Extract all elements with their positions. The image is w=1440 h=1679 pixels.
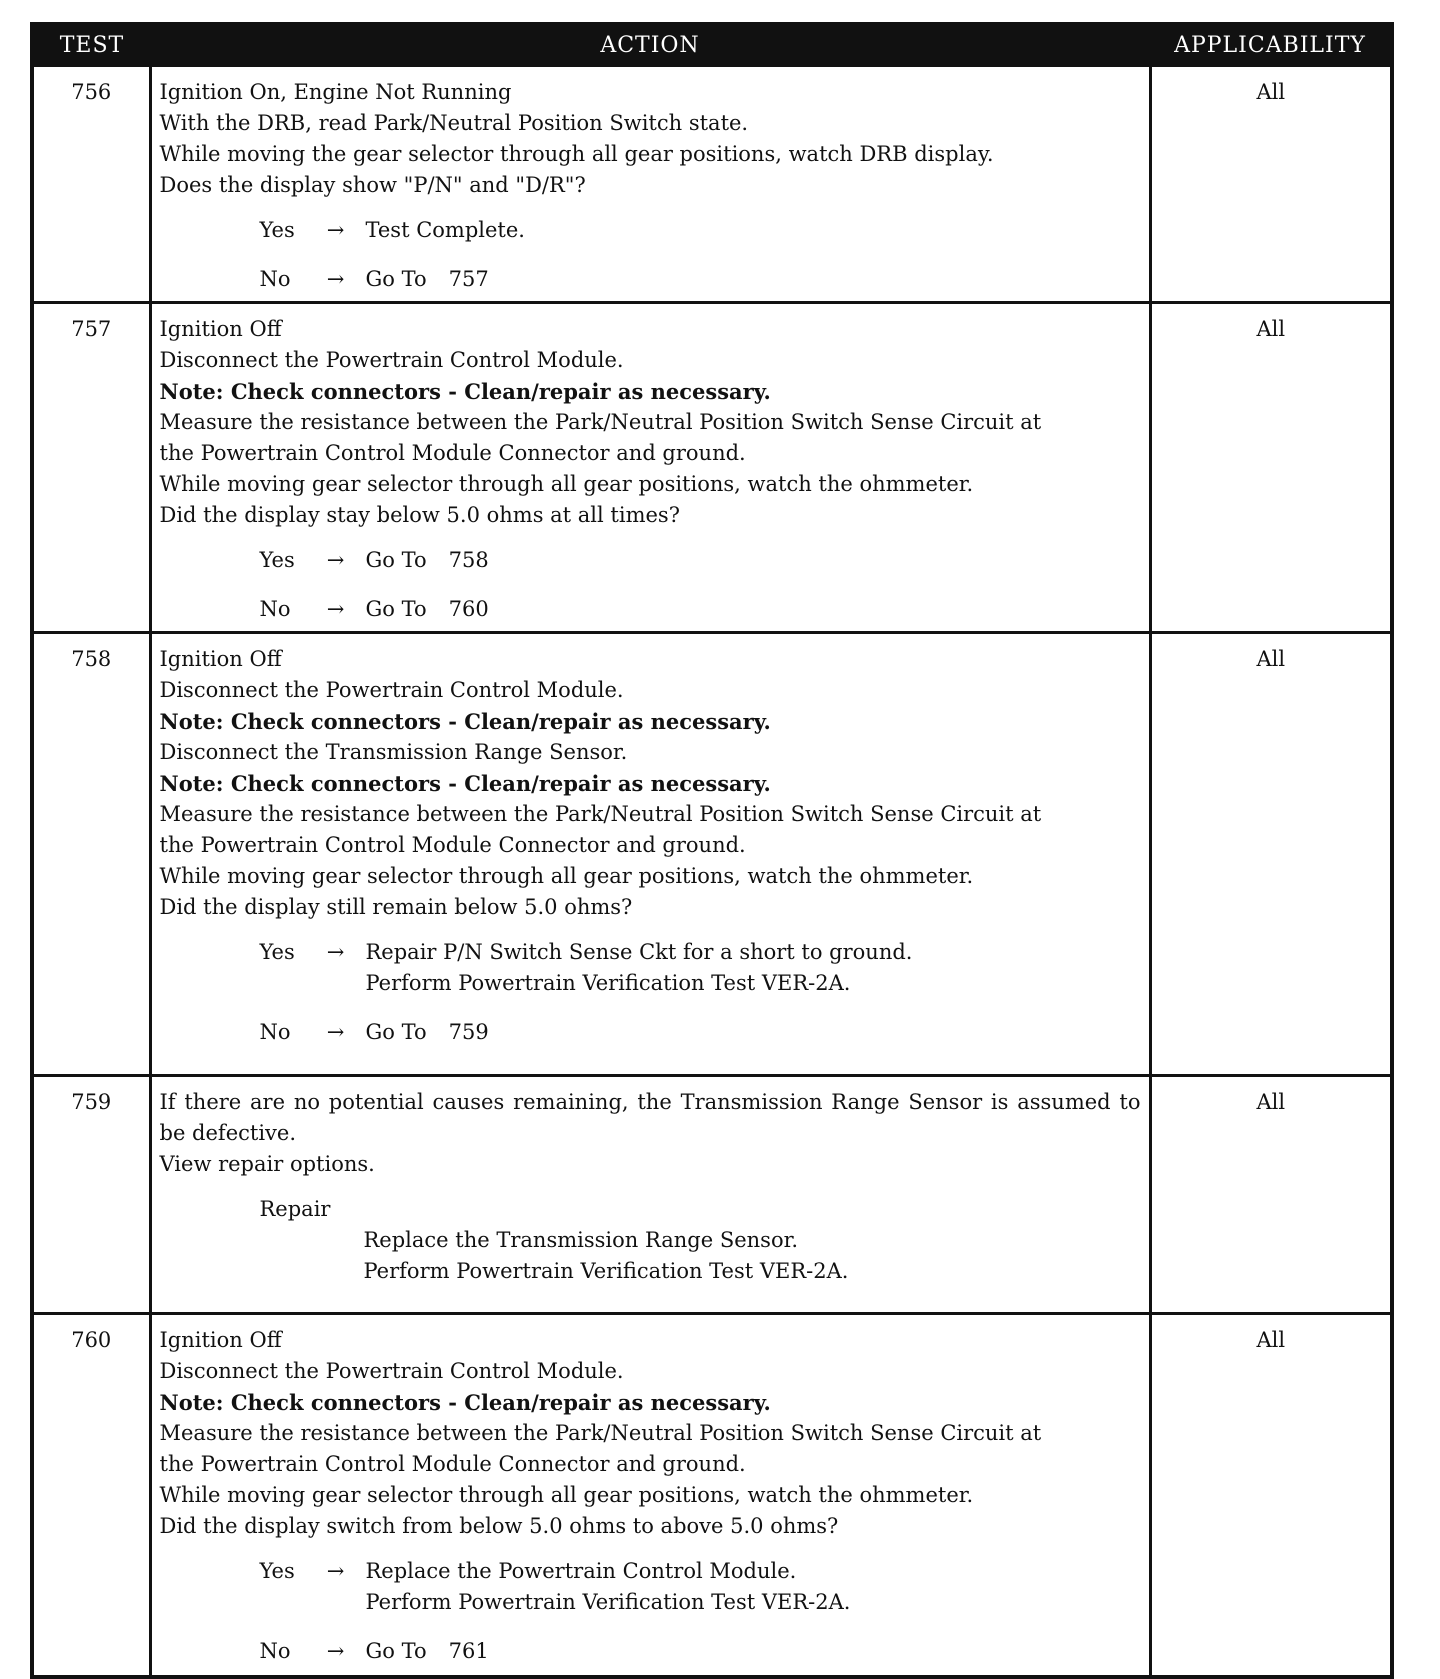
action-line: Disconnect the Powertrain Control Module.	[159, 348, 624, 372]
no-result	[366, 1636, 489, 1667]
test-number: 757	[32, 303, 150, 633]
yes-label: Yes	[259, 218, 295, 242]
action-line: While moving gear selector through all gear positions, watch the ohmmeter.	[159, 1483, 974, 1507]
arrow-right-icon: →	[326, 267, 345, 291]
yes-result	[366, 1556, 851, 1618]
yes-result	[366, 937, 913, 999]
note-line: Note: Check connectors - Clean/repair as necessary.	[159, 1390, 771, 1415]
note-line: Note: Check connectors - Clean/repair as necessary.	[159, 771, 771, 796]
repair-step: Replace the Transmission Range Sensor.	[363, 1228, 799, 1252]
yes-result-line: Repair P/N Switch Sense Ckt for a short to ground.	[365, 940, 913, 964]
action-cell	[150, 303, 1150, 633]
action-line: the Powertrain Control Module Connector and ground.	[159, 833, 746, 857]
goto-test-number: 757	[448, 267, 489, 291]
answer-block	[160, 1556, 1141, 1667]
arrow-right-icon: →	[326, 597, 345, 621]
action-line: the Powertrain Control Module Connector and ground.	[159, 441, 746, 465]
no-result	[366, 594, 489, 625]
action-line: Does the display show "P/N" and "D/R"?	[159, 173, 586, 197]
yes-answer	[260, 215, 1141, 246]
goto-test-number: 760	[448, 597, 489, 621]
yes-label: Yes	[259, 1559, 295, 1583]
yes-result-line: Perform Powertrain Verification Test VER-2A.	[365, 971, 851, 995]
no-answer	[260, 264, 1141, 295]
yes-result-line: Perform Powertrain Verification Test VER-2A.	[365, 1590, 851, 1614]
action-line: While moving the gear selector through all gear positions, watch DRB display.	[159, 142, 994, 166]
repair-block	[160, 1194, 1141, 1287]
goto-label: Go To	[365, 548, 427, 572]
answer-block	[160, 545, 1141, 625]
test-table	[30, 22, 1394, 1679]
goto-label: Go To	[365, 1020, 427, 1044]
action-line: Ignition Off	[159, 647, 282, 671]
arrow-right-icon: →	[326, 1559, 345, 1583]
action-line: With the DRB, read Park/Neutral Position Switch state.	[159, 111, 749, 135]
action-line: Did the display still remain below 5.0 ohms?	[159, 895, 633, 919]
arrow-right-icon: →	[326, 548, 345, 572]
table-row	[32, 303, 1392, 633]
goto-test-number: 761	[448, 1639, 489, 1663]
yes-label: Yes	[259, 940, 295, 964]
repair-label: Repair	[259, 1197, 331, 1221]
action-line: Disconnect the Powertrain Control Module.	[159, 678, 624, 702]
arrow-right-icon: →	[326, 1639, 345, 1663]
test-number: 759	[32, 1076, 150, 1314]
no-result	[366, 264, 489, 295]
answer-block	[160, 937, 1141, 1048]
action-cell	[150, 1076, 1150, 1314]
applicability-value: All	[1150, 66, 1392, 303]
applicability-value: All	[1150, 633, 1392, 1076]
no-label: No	[259, 267, 291, 291]
action-line: Ignition Off	[159, 317, 282, 341]
yes-result-line: Replace the Powertrain Control Module.	[365, 1559, 797, 1583]
no-answer	[260, 594, 1141, 625]
yes-answer	[260, 1556, 1141, 1618]
goto-test-number: 759	[448, 1020, 489, 1044]
header-test: TEST	[32, 24, 150, 66]
applicability-value: All	[1150, 1076, 1392, 1314]
repair-steps	[260, 1225, 1141, 1287]
action-line: Measure the resistance between the Park/Neutral Position Switch Sense Circuit at	[159, 1421, 1042, 1445]
yes-result	[366, 545, 489, 576]
arrow-right-icon: →	[326, 218, 345, 242]
action-line: While moving gear selector through all gear positions, watch the ohmmeter.	[159, 864, 974, 888]
test-number: 760	[32, 1314, 150, 1678]
test-number: 758	[32, 633, 150, 1076]
action-line: Measure the resistance between the Park/Neutral Position Switch Sense Circuit at	[159, 802, 1042, 826]
goto-label: Go To	[365, 597, 427, 621]
header-action: ACTION	[150, 24, 1150, 66]
yes-answer	[260, 937, 1141, 999]
header-applicability: APPLICABILITY	[1150, 24, 1392, 66]
goto-test-number: 758	[448, 548, 489, 572]
applicability-value: All	[1150, 303, 1392, 633]
action-line: Ignition Off	[159, 1328, 282, 1352]
table-row	[32, 1076, 1392, 1314]
no-label: No	[259, 1020, 291, 1044]
action-paragraph: If there are no potential causes remaining, the Transmission Range Sensor is assumed to be defective.	[159, 1090, 1141, 1145]
action-line: Ignition On, Engine Not Running	[159, 80, 512, 104]
arrow-right-icon: →	[326, 940, 345, 964]
action-cell	[150, 1314, 1150, 1678]
table-header-row	[32, 24, 1392, 66]
answer-block	[160, 215, 1141, 295]
action-line: View repair options.	[159, 1152, 375, 1176]
no-result	[366, 1017, 489, 1048]
action-line: Measure the resistance between the Park/Neutral Position Switch Sense Circuit at	[159, 410, 1042, 434]
no-label: No	[259, 1639, 291, 1663]
repair-step: Perform Powertrain Verification Test VER-2A.	[363, 1259, 849, 1283]
table-row	[32, 1314, 1392, 1678]
yes-answer	[260, 545, 1141, 576]
note-line: Note: Check connectors - Clean/repair as necessary.	[159, 379, 771, 404]
action-line: the Powertrain Control Module Connector and ground.	[159, 1452, 746, 1476]
action-line: Did the display stay below 5.0 ohms at all times?	[159, 503, 680, 527]
goto-label: Go To	[365, 1639, 427, 1663]
table-row	[32, 66, 1392, 303]
action-line: Disconnect the Powertrain Control Module.	[159, 1359, 624, 1383]
table-row	[32, 633, 1392, 1076]
test-procedure-document	[30, 22, 1390, 1679]
applicability-value: All	[1150, 1314, 1392, 1678]
no-label: No	[259, 597, 291, 621]
action-line: Did the display switch from below 5.0 ohms to above 5.0 ohms?	[159, 1514, 839, 1538]
yes-result: Test Complete.	[365, 218, 525, 242]
goto-label: Go To	[365, 267, 427, 291]
no-answer	[260, 1017, 1141, 1048]
action-cell	[150, 633, 1150, 1076]
action-line: Disconnect the Transmission Range Sensor.	[159, 740, 628, 764]
no-answer	[260, 1636, 1141, 1667]
test-number: 756	[32, 66, 150, 303]
arrow-right-icon: →	[326, 1020, 345, 1044]
yes-label: Yes	[259, 548, 295, 572]
action-cell	[150, 66, 1150, 303]
action-line: While moving gear selector through all gear positions, watch the ohmmeter.	[159, 472, 974, 496]
note-line: Note: Check connectors - Clean/repair as necessary.	[159, 709, 771, 734]
